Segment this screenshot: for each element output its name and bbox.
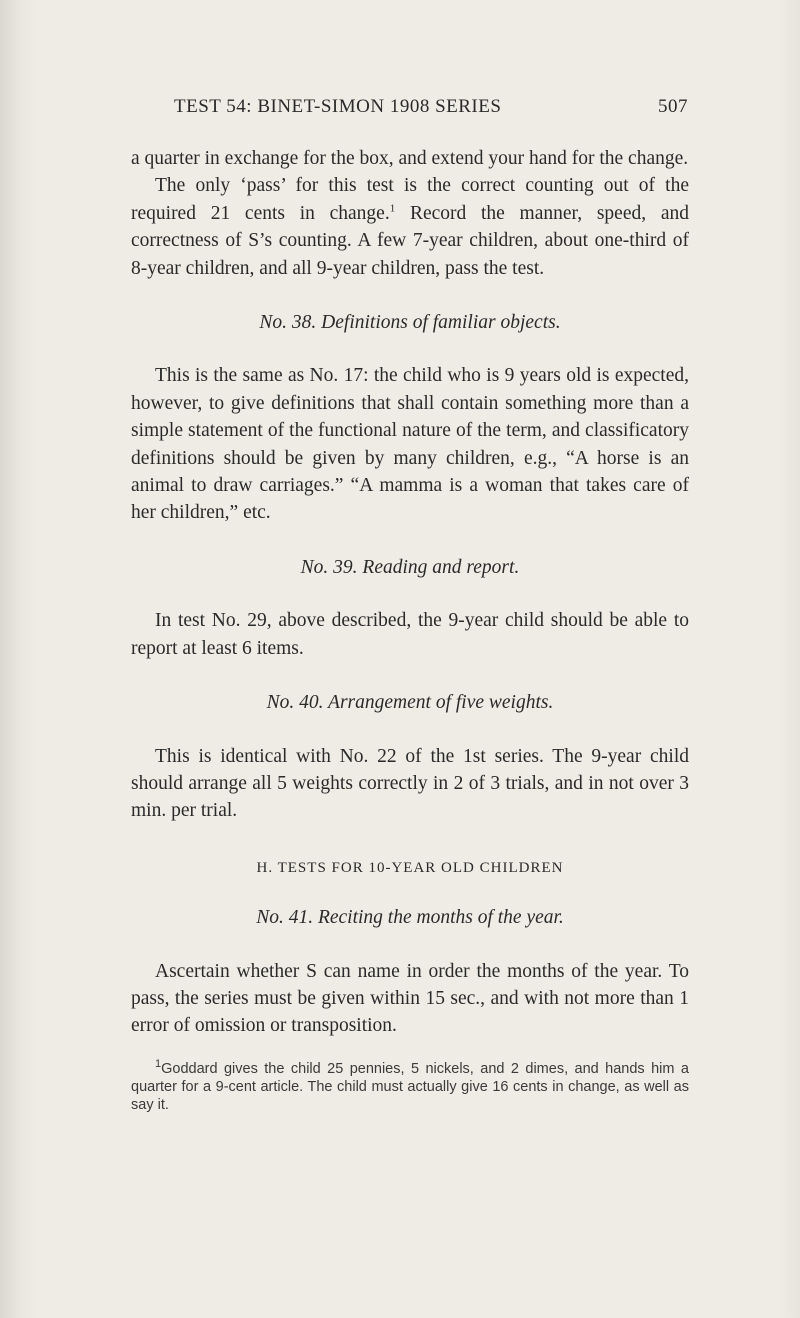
paragraph-test-39: In test No. 29, above described, the 9-year child should be able to report at least 6 items. (131, 610, 689, 659)
heading-test-41: No. 41. Reciting the months of the year. (256, 907, 564, 929)
paragraph-pass-criteria (131, 172, 689, 282)
footnote (131, 1057, 689, 1114)
page-body (131, 145, 689, 1128)
heading-test-39: No. 39. Reading and report. (300, 556, 520, 578)
heading-test-38: No. 38. Definitions of familiar objects. (259, 312, 561, 334)
paragraph-pass-text-a: The only ‘pass’ for this test is the correct counting out of the required 21 cents in change. (131, 175, 689, 224)
footnote-text: Goddard gives the child 25 pennies, 5 nickels, and 2 dimes, and hands him a quarter for a 9-cent article. The child must actually give 16 cents in change, as well as say it. (131, 1060, 689, 1113)
paragraph-pass-text-b: Record the manner, speed, and correctness of S’s counting. A few 7-year children, about one-third of 8-year children, and all 9-year children, pass the test. (131, 202, 689, 279)
heading-test-40: No. 40. Arrangement of five weights. (266, 692, 554, 714)
paragraph-test-41: Ascertain whether S can name in order the months of the year. To pass, the series must be given within 15 sec., and with not more than 1 error of omission or transposition. (131, 960, 689, 1037)
footnote-reference: 1 (389, 202, 396, 215)
section-heading: H. TESTS FOR 10-YEAR OLD CHILDREN (256, 859, 564, 876)
paragraph-test-38: This is the same as No. 17: the child who is 9 years old is expected, however, to give definitions that shall contain something more than a simple statement of the functional nature of the term, and classificatory definitions should be given by many children, e.g., “A horse is an animal to draw carriages.” “A mamma is a woman that takes care of her children,” etc. (131, 365, 689, 524)
header-title: TEST 54: BINET-SIMON 1908 SERIES (174, 96, 502, 117)
footnote-marker: 1 (155, 1057, 162, 1070)
page-number: 507 (658, 96, 688, 117)
paragraph-test-40: This is identical with No. 22 of the 1st series. The 9-year child should arrange all 5 weights correctly in 2 of 3 trials, and in not over 3 min. per trial. (131, 745, 689, 822)
paragraph-continuation: a quarter in exchange for the box, and extend your hand for the change. (131, 148, 689, 169)
